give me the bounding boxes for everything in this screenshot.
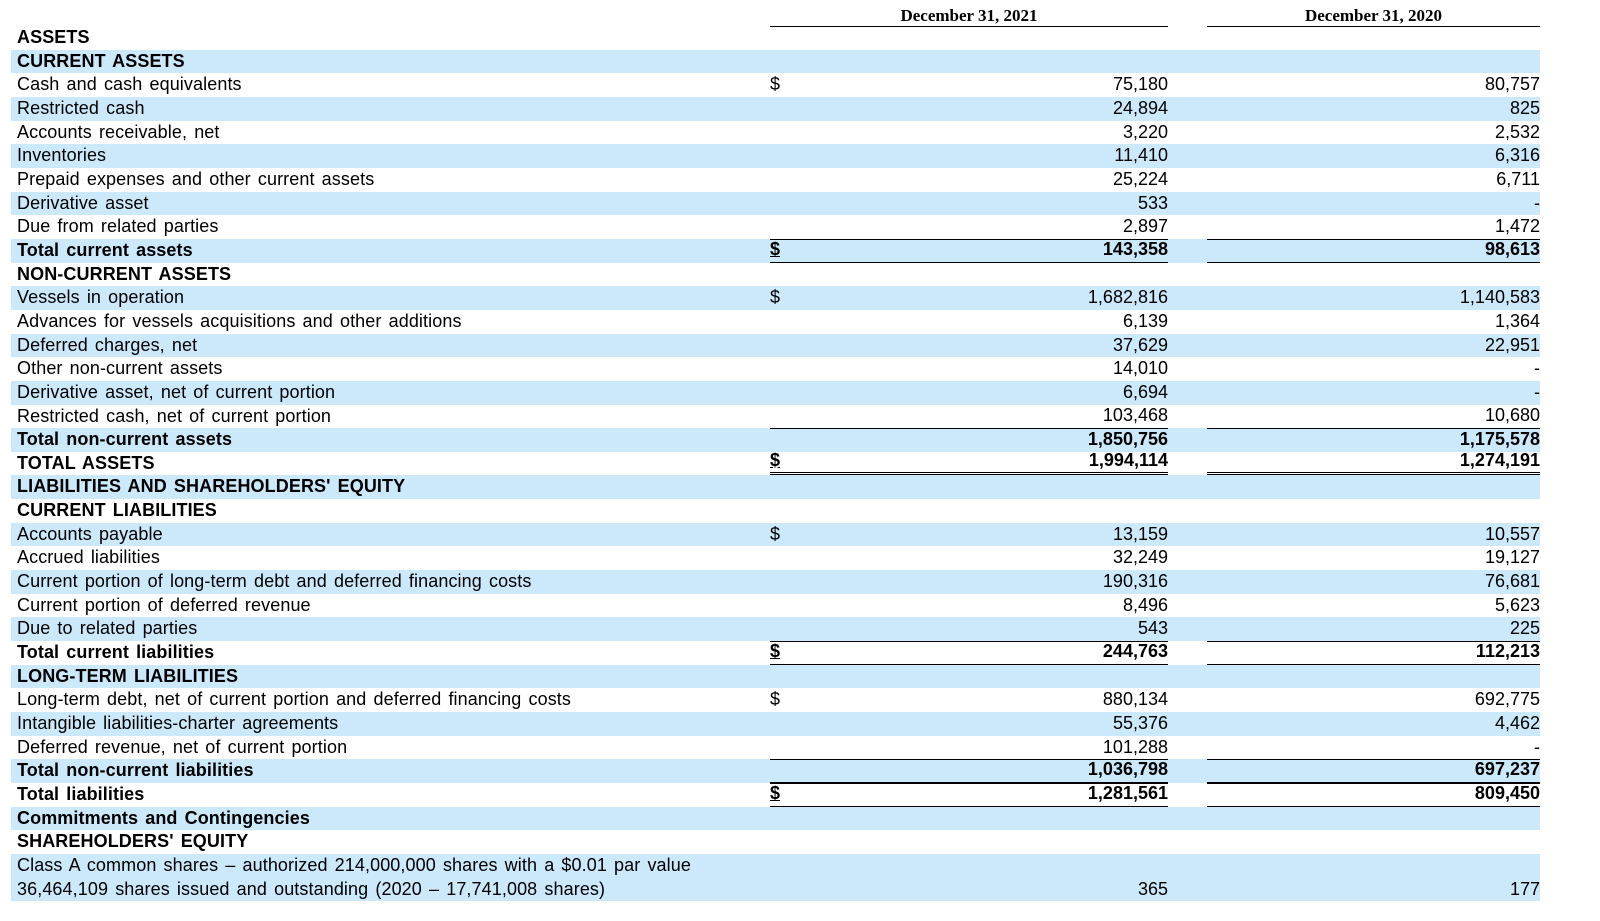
currency-symbol: $ — [770, 449, 781, 470]
value-cell-2020 — [1207, 144, 1540, 168]
row-label: Class A common shares – authorized 214,000,000 shares with a $0.01 par value 36,464,109 shares issued and outstanding (2020 – 17,741,008 shares) — [17, 854, 691, 899]
table-row — [11, 523, 1540, 547]
amount: 1,140,583 — [1459, 287, 1540, 308]
balance-sheet-table — [11, 26, 1540, 901]
value-cell-2020 — [1207, 688, 1540, 712]
amount: - — [1534, 192, 1540, 213]
row-label: Total non-current assets — [17, 429, 233, 450]
amount: 8,496 — [1122, 594, 1168, 615]
table-row — [11, 121, 1540, 145]
value-cell-2021 — [770, 215, 1168, 239]
table-row — [11, 712, 1540, 736]
value-cell-2021 — [770, 192, 1168, 216]
row-label: Accrued liabilities — [17, 547, 160, 568]
value-cell-2020 — [1207, 617, 1540, 641]
value-cell-2020 — [1207, 570, 1540, 594]
column-header-2021: December 31, 2021 — [770, 6, 1168, 27]
row-label: CURRENT LIABILITIES — [17, 500, 217, 521]
amount: - — [1534, 736, 1540, 757]
row-label: CURRENT ASSETS — [17, 50, 185, 71]
amount: 80,757 — [1484, 74, 1540, 95]
amount: 692,775 — [1474, 689, 1540, 710]
row-label: LONG-TERM LIABILITIES — [17, 665, 239, 686]
table-row — [11, 405, 1540, 429]
amount: 1,281,561 — [1087, 782, 1168, 803]
amount: 2,532 — [1494, 121, 1540, 142]
value-cell-2021 — [770, 546, 1168, 570]
table-row — [11, 97, 1540, 121]
row-label: ASSETS — [17, 27, 90, 47]
table-row — [11, 310, 1540, 334]
value-cell-2021 — [770, 121, 1168, 145]
amount: 1,364 — [1494, 310, 1540, 331]
amount: 533 — [1137, 192, 1168, 213]
row-label: Vessels in operation — [17, 287, 185, 308]
value-cell-2020 — [1207, 168, 1540, 192]
value-cell-2021 — [770, 144, 1168, 168]
amount: 76,681 — [1484, 571, 1540, 592]
row-label: NON-CURRENT ASSETS — [17, 263, 232, 284]
value-cell-2020 — [1207, 546, 1540, 570]
table-row — [11, 688, 1540, 712]
row-label: Prepaid expenses and other current assets — [17, 168, 375, 189]
table-row — [11, 617, 1540, 641]
total-row — [11, 641, 1540, 665]
row-label: Total current assets — [17, 239, 193, 260]
amount: 37,629 — [1112, 334, 1168, 355]
currency-symbol: $ — [770, 782, 781, 803]
row-label: Deferred revenue, net of current portion — [17, 736, 348, 757]
value-cell-2020 — [1207, 97, 1540, 121]
amount: 24,894 — [1112, 97, 1168, 118]
amount: 6,711 — [1496, 168, 1540, 189]
amount: 1,682,816 — [1087, 287, 1168, 308]
amount: 13,159 — [1112, 523, 1168, 544]
table-row — [11, 570, 1540, 594]
amount: 365 — [1137, 878, 1168, 899]
table-row — [11, 73, 1540, 97]
amount: 98,613 — [1484, 238, 1540, 259]
value-cell-2020 — [1207, 192, 1540, 216]
row-label: Current portion of long-term debt and deferred financing costs — [17, 571, 532, 592]
section-header-row — [11, 475, 1540, 499]
amount: 19,127 — [1484, 547, 1540, 568]
row-label: Inventories — [17, 145, 107, 166]
row-label: Derivative asset, net of current portion — [17, 381, 336, 402]
currency-symbol: $ — [770, 74, 781, 95]
value-cell-2021 — [770, 381, 1168, 405]
table-row — [11, 381, 1540, 405]
value-cell-2021 — [770, 357, 1168, 381]
table-row — [11, 192, 1540, 216]
amount: 5,623 — [1494, 594, 1540, 615]
value-cell-2021 — [770, 783, 1168, 807]
value-cell-2020 — [1207, 73, 1540, 97]
amount: 1,472 — [1494, 216, 1540, 237]
row-label: Accounts receivable, net — [17, 121, 220, 142]
amount: 143,358 — [1102, 238, 1168, 259]
amount: 1,036,798 — [1087, 759, 1168, 780]
amount: 6,694 — [1122, 381, 1168, 402]
value-cell-2021 — [770, 854, 1168, 901]
amount: 225 — [1509, 618, 1540, 639]
section-header-row — [11, 499, 1540, 523]
value-cell-2021 — [770, 334, 1168, 358]
amount: - — [1534, 358, 1540, 379]
row-label: Deferred charges, net — [17, 334, 198, 355]
value-cell-2020 — [1207, 594, 1540, 618]
currency-symbol: $ — [770, 238, 781, 259]
table-row — [11, 594, 1540, 618]
value-cell-2021 — [770, 736, 1168, 760]
value-cell-2021 — [770, 641, 1168, 665]
value-cell-2020 — [1207, 239, 1540, 263]
table-row — [11, 144, 1540, 168]
value-cell-2020 — [1207, 310, 1540, 334]
row-label: Commitments and Contingencies — [17, 807, 310, 828]
amount: 103,468 — [1102, 405, 1168, 426]
amount: 101,288 — [1102, 736, 1168, 757]
value-cell-2020 — [1207, 523, 1540, 547]
amount: 11,410 — [1114, 145, 1168, 166]
amount: 2,897 — [1122, 216, 1168, 237]
amount: - — [1534, 381, 1540, 402]
amount: 4,462 — [1494, 713, 1540, 734]
value-cell-2020 — [1207, 641, 1540, 665]
value-cell-2021 — [770, 168, 1168, 192]
row-label: SHAREHOLDERS' EQUITY — [17, 831, 249, 852]
amount: 25,224 — [1112, 168, 1168, 189]
total-row — [11, 239, 1540, 263]
value-cell-2020 — [1207, 736, 1540, 760]
value-cell-2021 — [770, 570, 1168, 594]
table-row — [11, 736, 1540, 760]
value-cell-2020 — [1207, 854, 1540, 901]
amount: 543 — [1137, 618, 1168, 639]
row-label: LIABILITIES AND SHAREHOLDERS' EQUITY — [17, 476, 406, 497]
value-cell-2021 — [770, 523, 1168, 547]
row-label: Due from related parties — [17, 216, 219, 237]
amount: 825 — [1509, 97, 1540, 118]
column-header-2020: December 31, 2020 — [1207, 6, 1540, 27]
row-label: Due to related parties — [17, 618, 198, 639]
section-header-row — [11, 26, 1540, 50]
value-cell-2021 — [770, 286, 1168, 310]
value-cell-2021 — [770, 449, 1168, 476]
value-cell-2020 — [1207, 759, 1540, 783]
amount: 14,010 — [1112, 358, 1168, 379]
amount: 22,951 — [1484, 334, 1540, 355]
value-cell-2021 — [770, 712, 1168, 736]
currency-symbol: $ — [770, 287, 781, 308]
row-label: TOTAL ASSETS — [17, 452, 155, 473]
total-row — [11, 759, 1540, 783]
amount: 6,316 — [1494, 145, 1540, 166]
value-cell-2021 — [770, 239, 1168, 263]
amount: 75,180 — [1112, 74, 1168, 95]
section-header-row — [11, 807, 1540, 831]
value-cell-2021 — [770, 759, 1168, 783]
row-label: Advances for vessels acquisitions and other additions — [17, 310, 462, 331]
amount: 55,376 — [1112, 713, 1168, 734]
row-label: Total non-current liabilities — [17, 760, 254, 781]
amount: 177 — [1509, 878, 1540, 899]
value-cell-2020 — [1207, 286, 1540, 310]
section-header-row — [11, 263, 1540, 287]
section-header-row — [11, 50, 1540, 74]
row-label: Restricted cash, net of current portion — [17, 405, 332, 426]
row-label: Current portion of deferred revenue — [17, 594, 311, 615]
table-row — [11, 168, 1540, 192]
amount: 1,274,191 — [1459, 449, 1540, 470]
table-row — [11, 286, 1540, 310]
section-header-row — [11, 830, 1540, 854]
value-cell-2021 — [770, 617, 1168, 641]
amount: 1,850,756 — [1087, 429, 1168, 450]
row-label: Intangible liabilities-charter agreements — [17, 713, 339, 734]
value-cell-2021 — [770, 405, 1168, 429]
amount: 1,994,114 — [1088, 449, 1168, 470]
row-label: Long-term debt, net of current portion and deferred financing costs — [17, 689, 572, 710]
total-row — [11, 449, 1540, 476]
amount: 10,680 — [1484, 405, 1540, 426]
row-label: Total liabilities — [17, 784, 145, 804]
table-row — [11, 854, 1540, 901]
row-label: Accounts payable — [17, 523, 163, 544]
currency-symbol: $ — [770, 689, 781, 710]
row-label: Restricted cash — [17, 97, 145, 118]
row-label: Total current liabilities — [17, 642, 215, 663]
table-row — [11, 334, 1540, 358]
currency-symbol: $ — [770, 523, 781, 544]
value-cell-2020 — [1207, 121, 1540, 145]
value-cell-2021 — [770, 97, 1168, 121]
amount: 10,557 — [1484, 523, 1540, 544]
value-cell-2020 — [1207, 405, 1540, 429]
row-label: Derivative asset — [17, 192, 149, 213]
amount: 244,763 — [1102, 641, 1168, 662]
value-cell-2021 — [770, 73, 1168, 97]
value-cell-2020 — [1207, 712, 1540, 736]
value-cell-2020 — [1207, 215, 1540, 239]
amount: 880,134 — [1102, 689, 1168, 710]
value-cell-2020 — [1207, 381, 1540, 405]
amount: 32,249 — [1112, 547, 1168, 568]
value-cell-2020 — [1207, 449, 1540, 476]
amount: 1,175,578 — [1459, 429, 1540, 450]
value-cell-2021 — [770, 310, 1168, 334]
table-row — [11, 357, 1540, 381]
amount: 697,237 — [1474, 759, 1540, 780]
amount: 3,220 — [1122, 121, 1168, 142]
amount: 190,316 — [1102, 571, 1168, 592]
amount: 6,139 — [1122, 310, 1168, 331]
row-label: Cash and cash equivalents — [17, 74, 242, 95]
value-cell-2020 — [1207, 783, 1540, 807]
table-row — [11, 215, 1540, 239]
table-row — [11, 546, 1540, 570]
amount: 112,213 — [1475, 641, 1540, 662]
currency-symbol: $ — [770, 641, 781, 662]
amount: 809,450 — [1474, 782, 1540, 803]
value-cell-2020 — [1207, 334, 1540, 358]
value-cell-2020 — [1207, 357, 1540, 381]
section-header-row — [11, 665, 1540, 689]
value-cell-2021 — [770, 688, 1168, 712]
total-row — [11, 783, 1540, 807]
row-label: Other non-current assets — [17, 358, 223, 379]
value-cell-2021 — [770, 594, 1168, 618]
